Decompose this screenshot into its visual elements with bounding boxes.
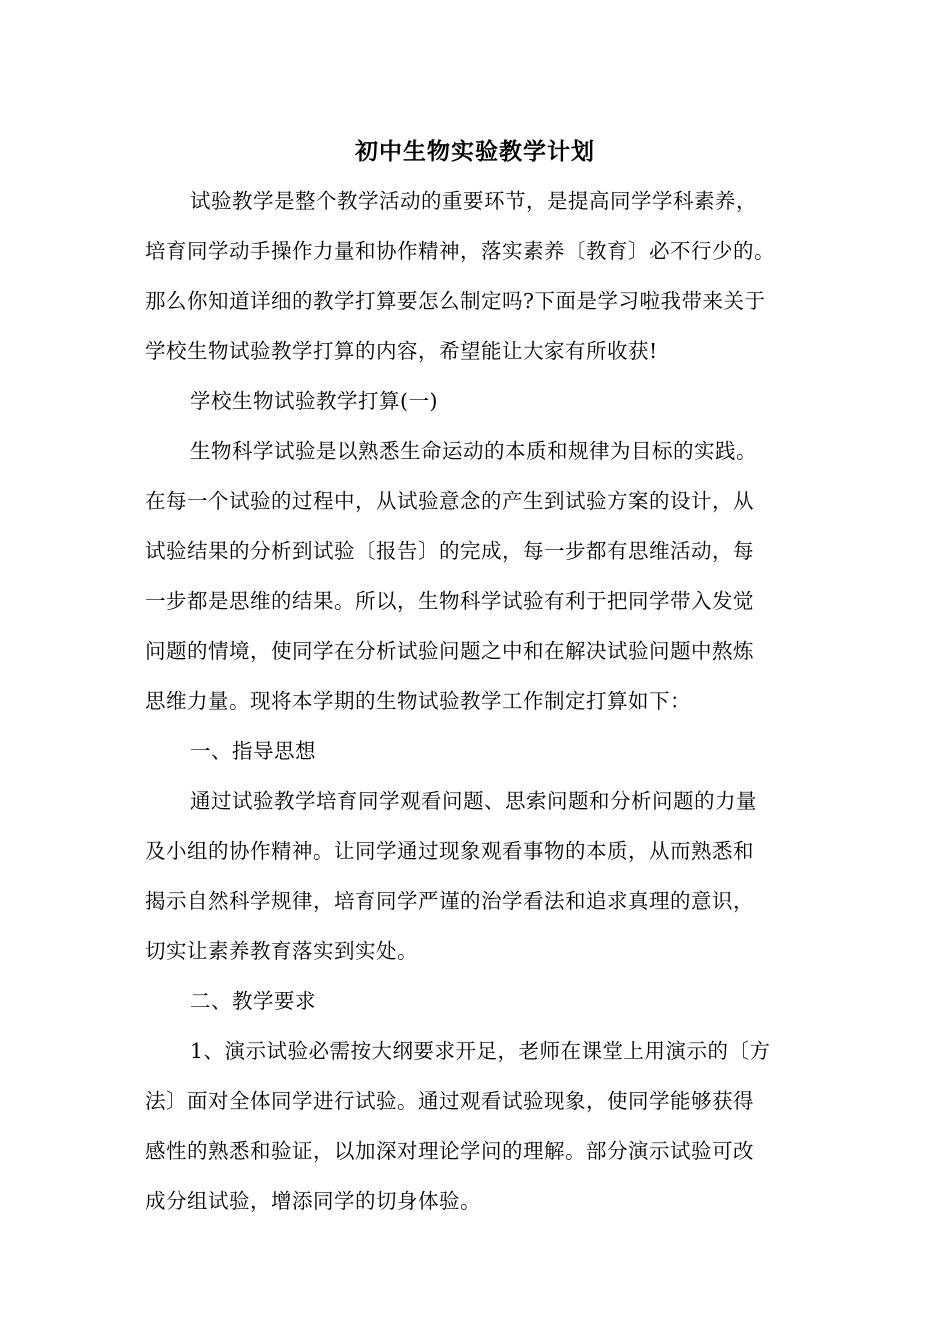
paragraph-line-intro-2: 培育同学动手操作力量和协作精神，落实素养〔教育〕必不行少的。 xyxy=(145,239,775,263)
paragraph-line-guiding-1: 通过试验教学培育同学观看问题、思索问题和分析问题的力量 xyxy=(190,789,757,813)
paragraph-line-guiding-4: 切实让素养教育落实到实处。 xyxy=(145,939,418,963)
paragraph-line-requirements-3: 感性的熟悉和验证，以加深对理论学问的理解。部分演示试验可改 xyxy=(145,1139,754,1163)
paragraph-line-body-3: 试验结果的分析到试验〔报告〕的完成，每一步都有思维活动，每 xyxy=(145,539,754,563)
section-heading-plan-1: 学校生物试验教学打算(一) xyxy=(190,389,438,413)
paragraph-line-intro-4: 学校生物试验教学打算的内容，希望能让大家有所收获! xyxy=(145,339,658,363)
paragraph-line-intro-1: 试验教学是整个教学活动的重要环节，是提高同学学科素养， xyxy=(190,189,757,213)
paragraph-line-body-6: 思维力量。现将本学期的生物试验教学工作制定打算如下： xyxy=(145,689,691,713)
paragraph-line-intro-3: 那么你知道详细的教学打算要怎么制定吗?下面是学习啦我带来关于 xyxy=(145,289,766,313)
paragraph-line-body-1: 生物科学试验是以熟悉生命运动的本质和规律为目标的实践。 xyxy=(190,439,757,463)
paragraph-line-body-5: 问题的情境，使同学在分析试验问题之中和在解决试验问题中熬炼 xyxy=(145,639,754,663)
section-heading-teaching-requirements: 二、教学要求 xyxy=(190,989,316,1013)
paragraph-line-requirements-1: 1、演示试验必需按大纲要求开足，老师在课堂上用演示的〔方 xyxy=(190,1039,771,1063)
paragraph-line-requirements-2: 法〕面对全体同学进行试验。通过观看试验现象，使同学能够获得 xyxy=(145,1089,754,1113)
paragraph-line-guiding-3: 揭示自然科学规律，培育同学严谨的治学看法和追求真理的意识， xyxy=(145,889,754,913)
paragraph-line-body-2: 在每一个试验的过程中，从试验意念的产生到试验方案的设计，从 xyxy=(145,489,754,513)
paragraph-line-body-4: 一步都是思维的结果。所以，生物科学试验有利于把同学带入发觉 xyxy=(145,589,754,613)
section-heading-guiding-thought: 一、指导思想 xyxy=(190,739,316,763)
paragraph-line-guiding-2: 及小组的协作精神。让同学通过现象观看事物的本质，从而熟悉和 xyxy=(145,839,754,863)
document-title: 初中生物实验教学计划 xyxy=(355,138,595,165)
paragraph-line-requirements-4: 成分组试验，增添同学的切身体验。 xyxy=(145,1189,481,1213)
